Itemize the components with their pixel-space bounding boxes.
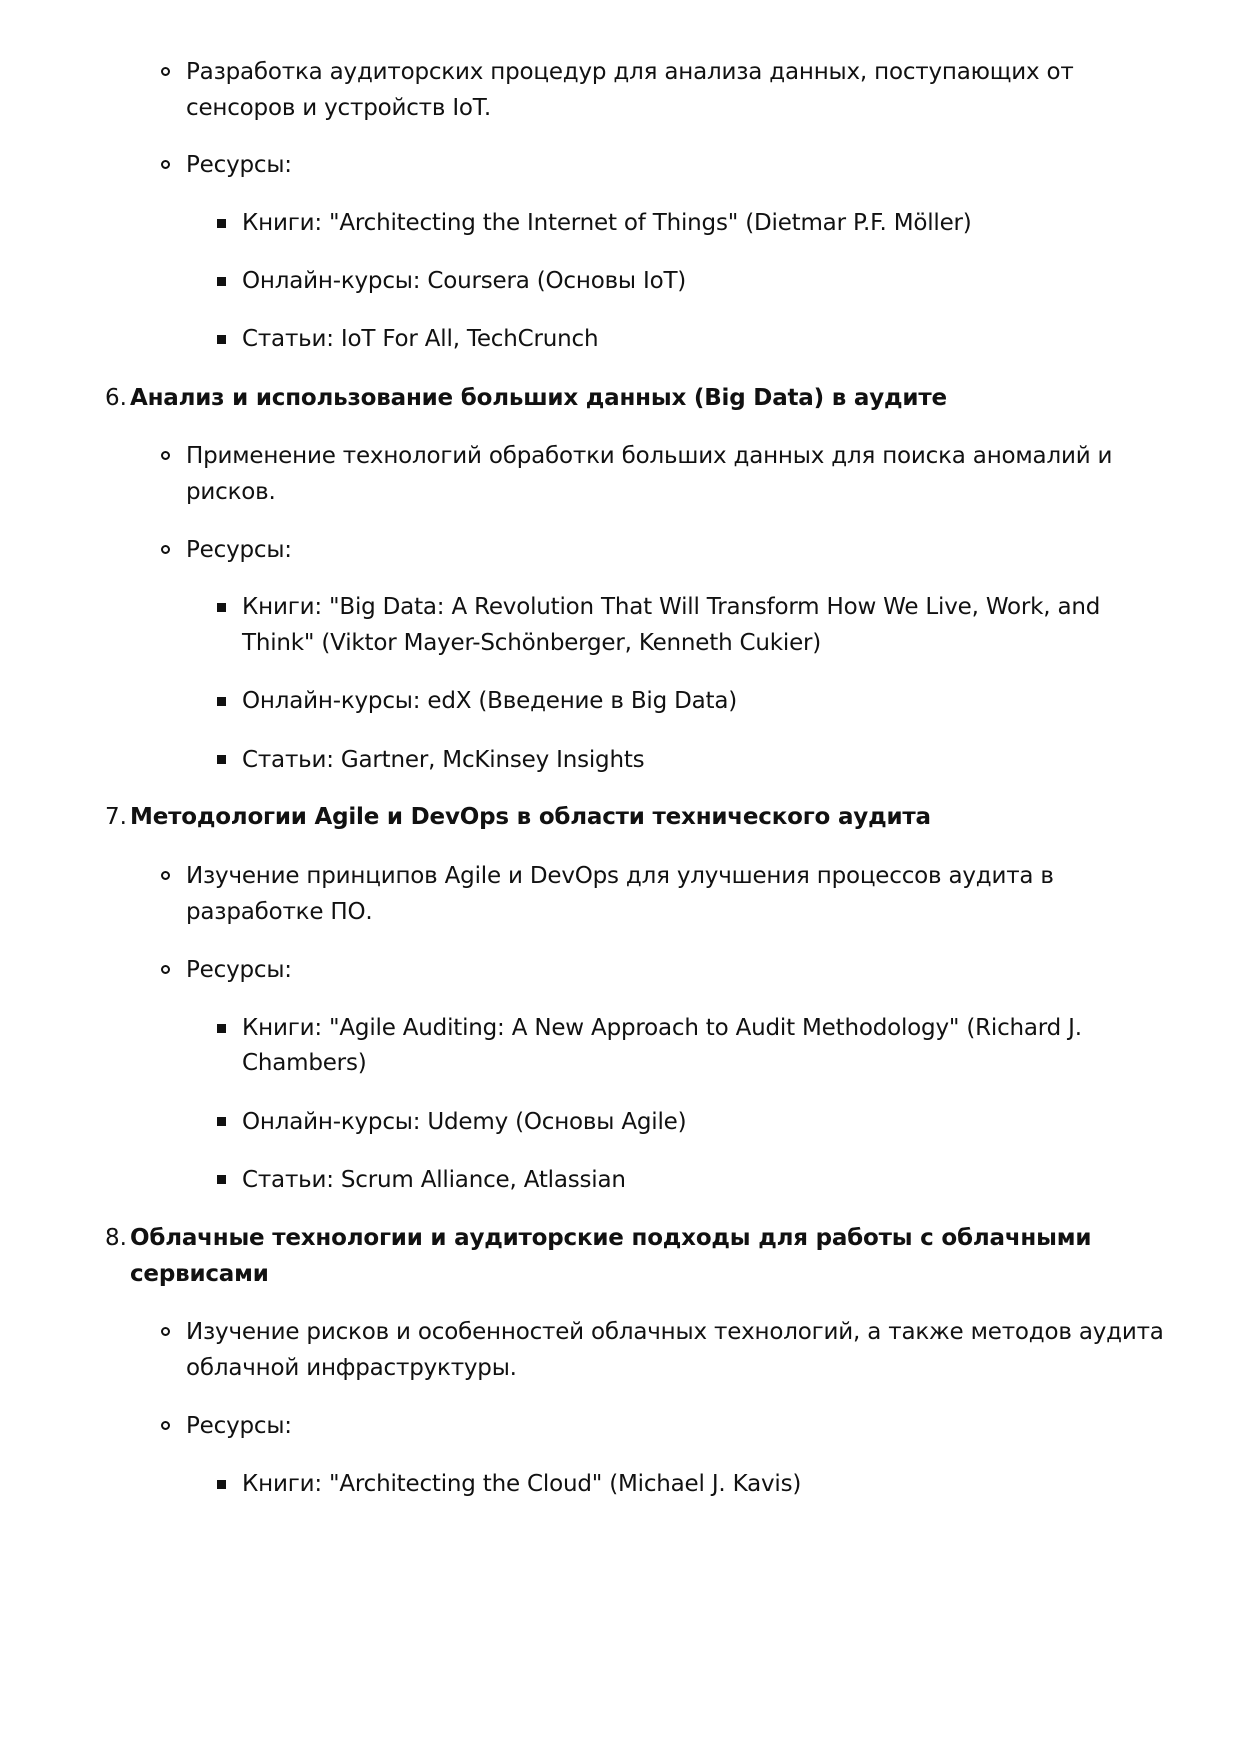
resource-item: Статьи: Scrum Alliance, Atlassian xyxy=(242,1167,626,1193)
bullet-circle xyxy=(161,160,170,169)
resource-item: Книги: "Agile Auditing: A New Approach to Audit Methodology" (Richard J. xyxy=(242,1015,1082,1041)
bullet-square xyxy=(217,277,226,286)
resource-item: Книги: "Architecting the Internet of Things" (Dietmar P.F. Möller) xyxy=(242,210,972,236)
resources-label: Ресурсы: xyxy=(186,152,292,178)
resource-item: Книги: "Big Data: A Revolution That Will Transform How We Live, Work, and xyxy=(242,594,1101,620)
list-item-text: Изучение рисков и особенностей облачных технологий, а также методов аудита xyxy=(186,1319,1164,1345)
bullet-square xyxy=(217,755,226,764)
bullet-square xyxy=(217,335,226,344)
bullet-circle xyxy=(161,545,170,554)
list-item-text: разработке ПО. xyxy=(186,899,373,925)
section-title: Облачные технологии и аудиторские подходы для работы с облачными xyxy=(130,1225,1092,1251)
bullet-square xyxy=(217,1024,226,1033)
section-title: Методологии Agile и DevOps в области технического аудита xyxy=(130,804,931,830)
bullet-circle xyxy=(161,871,170,880)
bullet-circle xyxy=(161,1421,170,1430)
list-item-text: облачной инфраструктуры. xyxy=(186,1355,517,1381)
list-item-text: рисков. xyxy=(186,479,276,505)
bullet-square xyxy=(217,1117,226,1126)
section-title: сервисами xyxy=(130,1261,269,1287)
resource-item: Статьи: Gartner, McKinsey Insights xyxy=(242,747,645,773)
resource-item: Онлайн-курсы: Udemy (Основы Agile) xyxy=(242,1109,687,1135)
bullet-circle xyxy=(161,1327,170,1336)
list-item-text: Разработка аудиторских процедур для анализа данных, поступающих от xyxy=(186,59,1074,85)
bullet-square xyxy=(217,1480,226,1489)
bullet-square xyxy=(217,219,226,228)
resource-item: Статьи: IoT For All, TechCrunch xyxy=(242,326,599,352)
resource-item: Онлайн-курсы: Coursera (Основы IoT) xyxy=(242,268,687,294)
bullet-circle xyxy=(161,965,170,974)
bullet-circle xyxy=(161,67,170,76)
resource-item: Книги: "Architecting the Cloud" (Michael J. Kavis) xyxy=(242,1471,802,1497)
bullet-square xyxy=(217,697,226,706)
list-item-text: Применение технологий обработки больших данных для поиска аномалий и xyxy=(186,443,1113,469)
section-number: 8. xyxy=(105,1225,127,1251)
section-number: 7. xyxy=(105,804,127,830)
resources-label: Ресурсы: xyxy=(186,537,292,563)
section-title: Анализ и использование больших данных (Big Data) в аудите xyxy=(130,385,947,411)
resource-item: Think" (Viktor Mayer-Schönberger, Kenneth Cukier) xyxy=(242,630,822,656)
section-number: 6. xyxy=(105,385,127,411)
resource-item: Chambers) xyxy=(242,1050,367,1076)
resource-item: Онлайн-курсы: edX (Введение в Big Data) xyxy=(242,688,737,714)
resources-label: Ресурсы: xyxy=(186,1413,292,1439)
bullet-circle xyxy=(161,451,170,460)
resources-label: Ресурсы: xyxy=(186,957,292,983)
bullet-square xyxy=(217,603,226,612)
bullet-square xyxy=(217,1175,226,1184)
list-item-text: сенсоров и устройств IoT. xyxy=(186,95,492,121)
list-item-text: Изучение принципов Agile и DevOps для улучшения процессов аудита в xyxy=(186,863,1054,889)
